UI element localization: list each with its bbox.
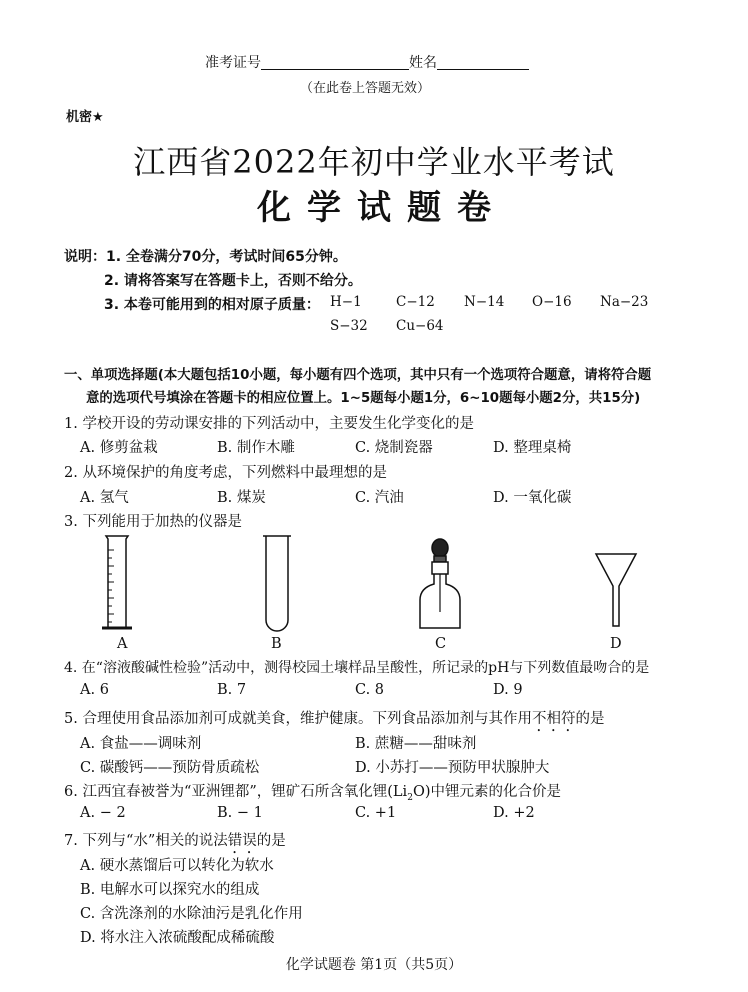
q4-option-d: D. 9 (493, 682, 523, 698)
exam-title: 江西省2022年初中学业水平考试 (133, 143, 615, 181)
q3-stem: 3. 下列能用于加热的仪器是 (64, 514, 242, 530)
q1-option-b: B. 制作木雕 (217, 440, 295, 456)
notes-prefix: 说明： (64, 249, 106, 265)
q5-option-a: A. 食盐——调味剂 (80, 736, 202, 752)
mass-cu: Cu−64 (396, 318, 444, 334)
mass-c: C−12 (396, 294, 435, 310)
q6-stem (64, 780, 561, 803)
q5-option-c: C. 碳酸钙——预防骨质疏松 (80, 760, 260, 776)
q5-stem (64, 707, 604, 735)
q6-option-a: A. − 2 (80, 805, 126, 821)
q6-option-d: D. +2 (493, 805, 535, 821)
q5-stem-text: 5. 合理使用食品添加剂可成就美食，维护健康。下列食品添加剂与其作用 (64, 711, 532, 727)
mass-n: N−14 (464, 294, 505, 310)
notes-item-3: 3. 本卷可能用到的相对原子质量： (104, 297, 320, 313)
q4-option-c: C. 8 (355, 682, 385, 698)
q6-stem-text: 6. 江西宜春被誉为“亚洲锂都”，锂矿石所含氧化锂(Li (64, 784, 408, 800)
q7-option-d: D. 将水注入浓硫酸配成稀硫酸 (80, 930, 275, 946)
secret-mark: 机密★ (66, 110, 104, 125)
q4-option-a: A. 6 (80, 682, 109, 698)
q1-option-a: A. 修剪盆栽 (80, 440, 158, 456)
q7-stem-end: 的是 (256, 833, 286, 849)
q1-option-c: C. 烧制瓷器 (355, 440, 433, 456)
section-1-line-2: 意的选项代号填涂在答题卡的相应位置上。1~5题每小题1分，6~10题每小题2分，共15分) (86, 391, 641, 406)
name-blank (437, 55, 529, 70)
mass-s: S−32 (330, 318, 368, 334)
mass-o: O−16 (532, 294, 572, 310)
q6-option-b: B. − 1 (217, 805, 263, 821)
q5-stem-end: 的是 (575, 711, 605, 727)
q2-option-d: D. 一氧化碳 (493, 490, 572, 506)
name-label: 姓名 (409, 55, 437, 71)
page-footer: 化学试题卷 第1页（共5页） (285, 957, 463, 973)
q1-option-d: D. 整理桌椅 (493, 440, 572, 456)
invalid-note: （在此卷上答题无效） (300, 81, 431, 96)
dropper-bottle-icon (420, 539, 460, 628)
funnel-icon (596, 554, 636, 626)
q6-stem-end: O)中锂元素的化合价是 (412, 784, 561, 800)
q1-stem: 1. 学校开设的劳动课安排的下列活动中，主要发生化学变化的是 (64, 416, 474, 432)
mass-na: Na−23 (600, 294, 649, 310)
q6-stem-subscript: 2 (407, 792, 413, 803)
q7-stem (64, 829, 286, 857)
section-1-line-1: 一、单项选择题(本大题包括10小题，每小题有四个选项，其中只有一个选项符合题意，请将符合题 (64, 368, 652, 383)
notes-item-1: 1. 全卷满分70分，考试时间65分钟。 (106, 249, 347, 265)
notes-line-1 (64, 246, 347, 266)
q4-stem: 4. 在“溶液酸碱性检验”活动中，测得校园土壤样品呈酸性，所记录的pH与下列数值最吻合的是 (64, 660, 650, 676)
exam-id-blank (261, 55, 409, 70)
graduated-cylinder-icon (102, 536, 132, 628)
q7-option-c: C. 含洗涤剂的水除油污是乳化作用 (80, 906, 303, 922)
q5-stem-emphasis: 不相符 (531, 711, 576, 727)
q2-option-b: B. 煤炭 (217, 490, 266, 506)
q3-label-a: A (117, 636, 128, 652)
q2-option-a: A. 氢气 (80, 490, 129, 506)
test-tube-icon (263, 536, 291, 631)
q3-label-c: C (435, 636, 447, 652)
q7-stem-emphasis: 错误 (227, 833, 257, 849)
exam-id-label: 准考证号 (205, 55, 261, 71)
paper-title: 化学试题卷 (257, 188, 507, 228)
q7-stem-text: 7. 下列与“水”相关的说法 (64, 833, 228, 849)
q3-label-d: D (610, 636, 622, 652)
q7-option-b: B. 电解水可以探究水的组成 (80, 882, 260, 898)
notes-item-2: 2. 请将答案写在答题卡上，否则不给分。 (104, 273, 362, 289)
exam-id-row (205, 52, 529, 72)
q5-option-d: D. 小苏打——预防甲状腺肿大 (355, 760, 550, 776)
q6-option-c: C. +1 (355, 805, 397, 821)
q2-option-c: C. 汽油 (355, 490, 404, 506)
q3-instruments (60, 528, 680, 638)
q4-option-b: B. 7 (217, 682, 247, 698)
q3-label-b: B (271, 636, 282, 652)
q2-stem: 2. 从环境保护的角度考虑，下列燃料中最理想的是 (64, 465, 387, 481)
q7-option-a: A. 硬水蒸馏后可以转化为软水 (80, 858, 274, 874)
q5-option-b: B. 蔗糖——甜味剂 (355, 736, 477, 752)
mass-h: H−1 (330, 294, 362, 310)
